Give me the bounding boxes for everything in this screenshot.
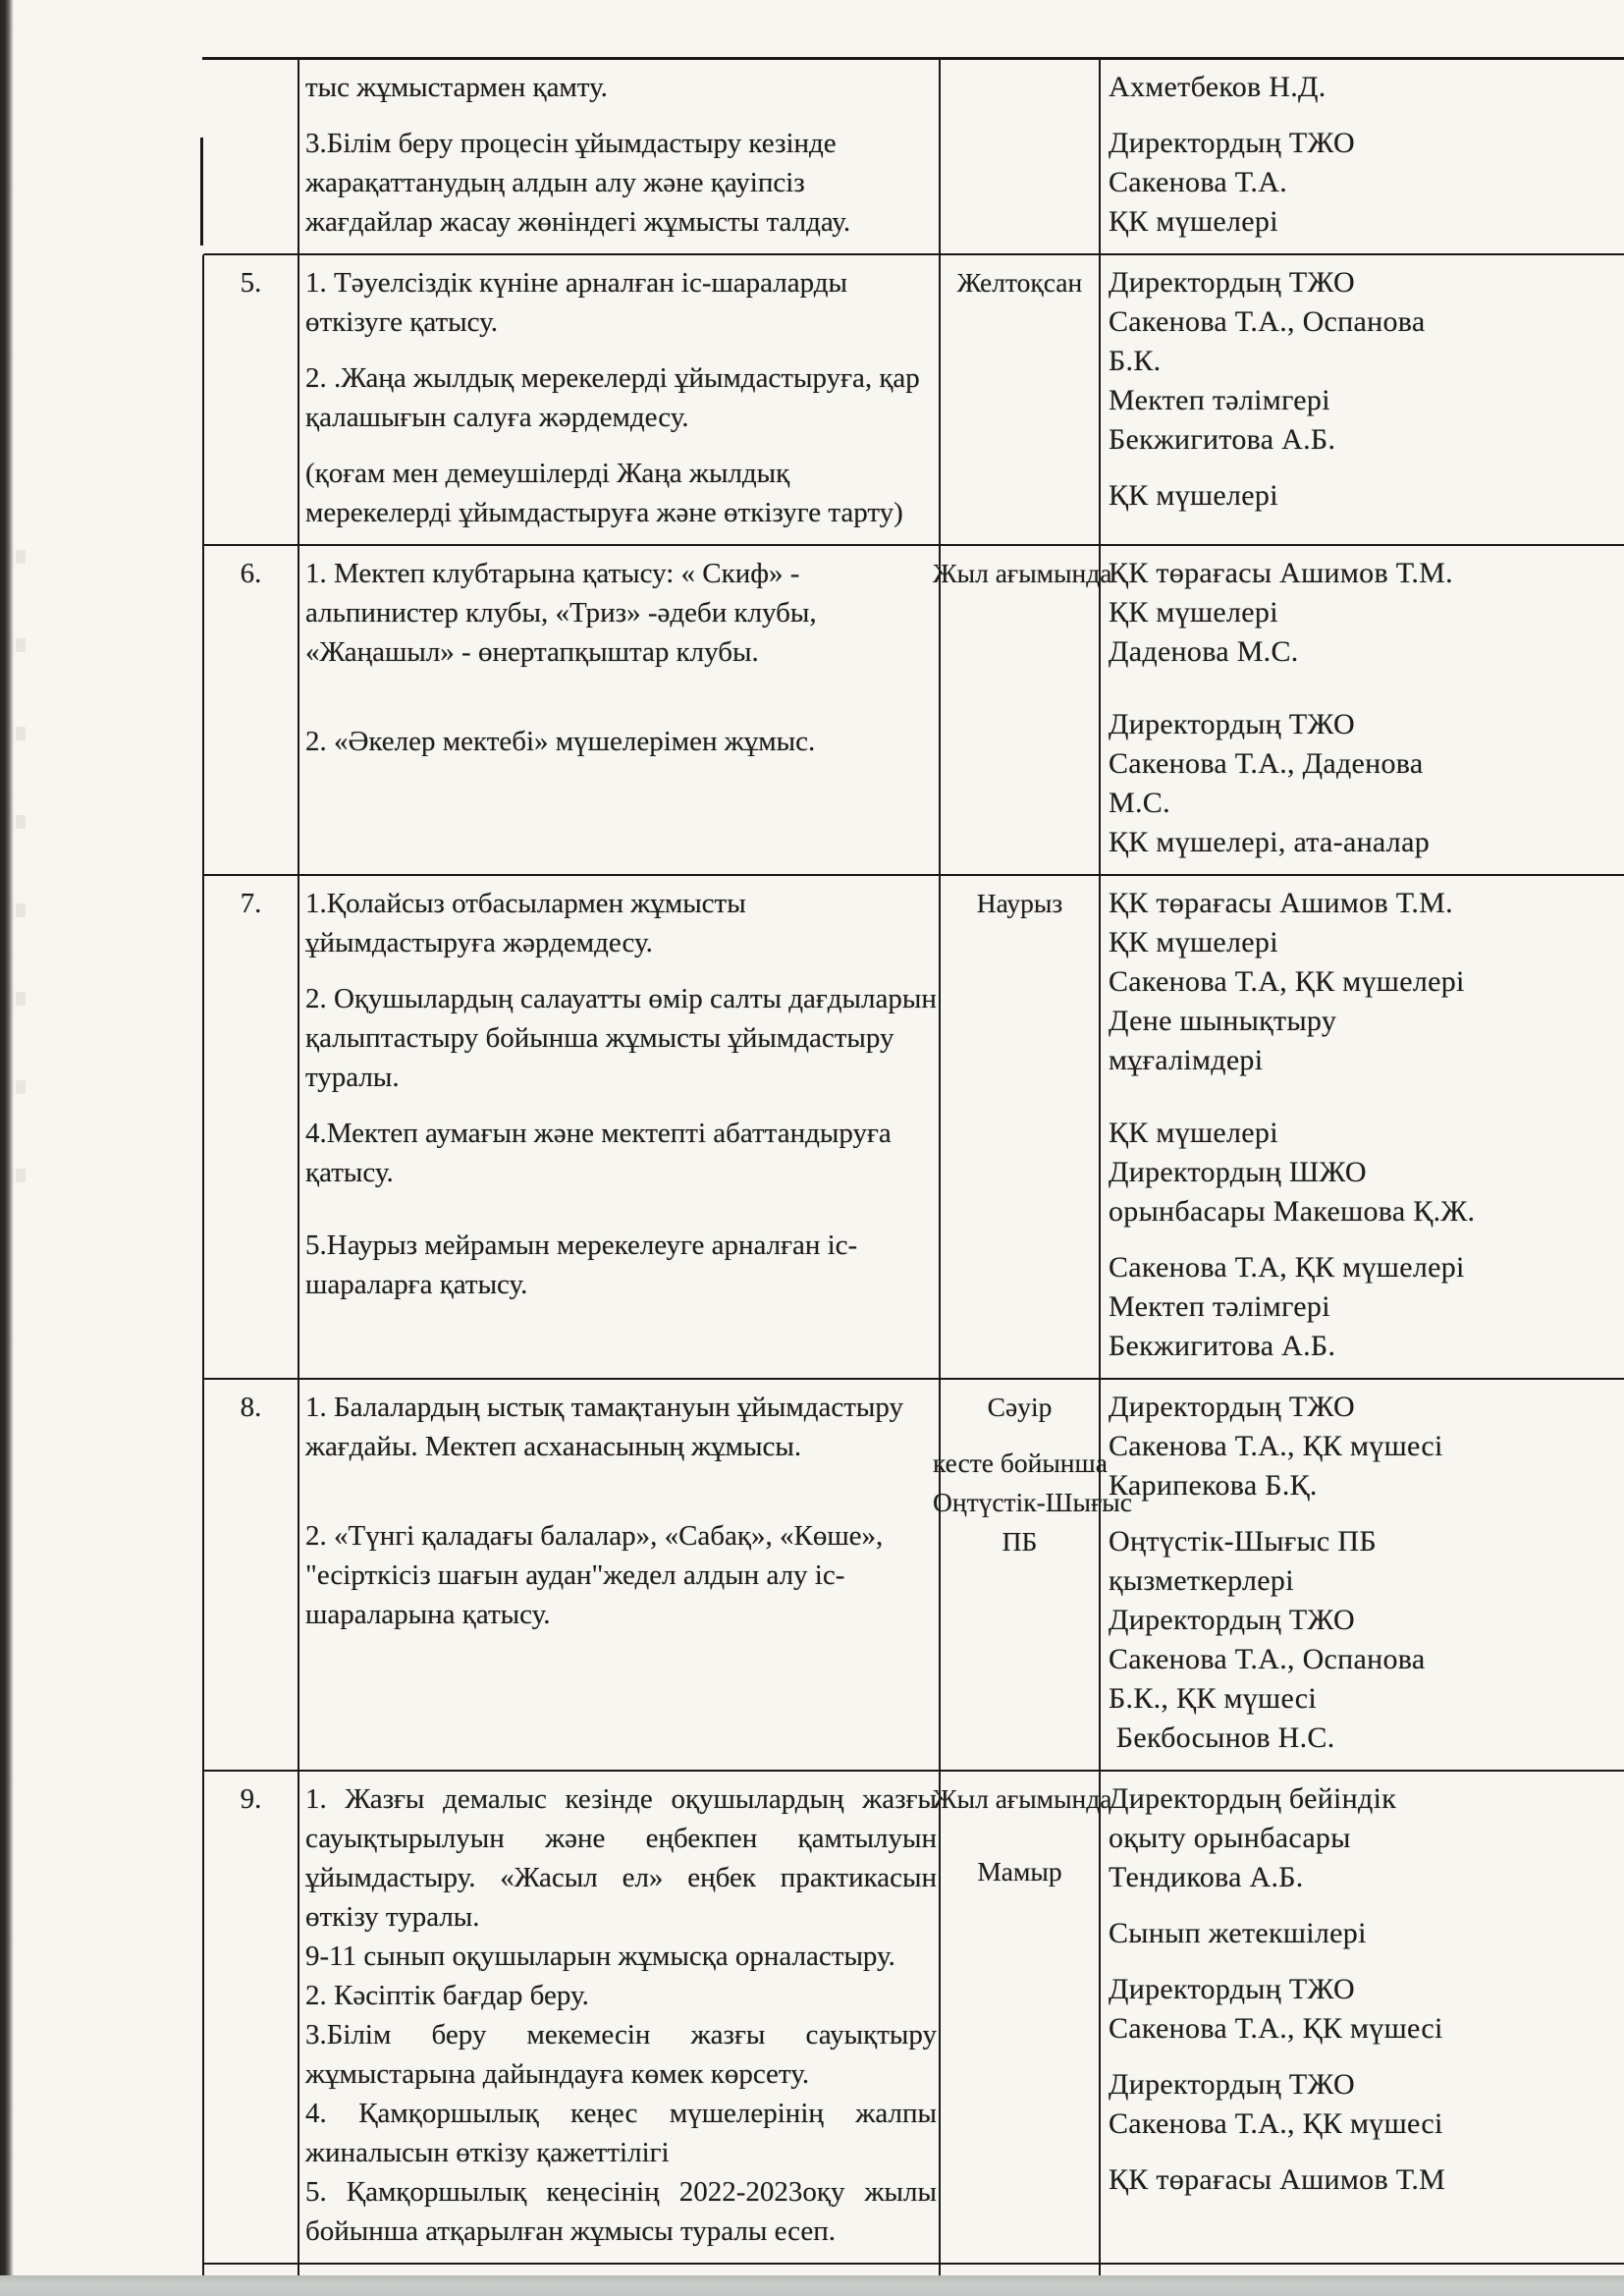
text-line: Бекбосынов Н.С. (1109, 1722, 1335, 1754)
text-line: Мектеп тәлімгері (1109, 384, 1330, 416)
blank-line (305, 437, 937, 454)
blank-line (1109, 672, 1624, 688)
blank-line (1109, 1080, 1624, 1097)
blank-line (1109, 460, 1624, 476)
text-line: Тендикова А.Б. (1109, 1861, 1304, 1893)
text-line: Карипекова Б.Қ. (1109, 1469, 1318, 1502)
text-line: Директордың бейіндік (1109, 1782, 1397, 1815)
text-line: ҚК мүшелері, ата-аналар (1109, 826, 1430, 858)
blank-line (305, 705, 937, 722)
text-line: Б.К. (1109, 345, 1162, 377)
cell-responsible (1101, 1772, 1624, 2263)
blank-line (1109, 107, 1624, 124)
scan-bottom-strip (0, 2275, 1624, 2296)
cell-timing (941, 255, 1101, 544)
blank-line (305, 1500, 937, 1516)
text-line: Сакенова Т.А, ҚК мүшелері (1109, 965, 1465, 998)
text-line: Оңтүстік-Шығыс (933, 1487, 1132, 1517)
activity-paragraph: 4.Мектеп аумағын және мектепті абаттандыруға қатысу. (305, 1118, 892, 1188)
text-line: Сәуір (987, 1392, 1053, 1422)
text-line: Мектеп тәлімгері (1109, 1290, 1330, 1323)
activity-paragraph: 1.Қолайсыз отбасылармен жұмысты ұйымдастыруға жәрдемдесу. (305, 888, 746, 958)
cell-timing (933, 1380, 1132, 1770)
activity-paragraph: 2. Кәсіптік бағдар беру. (305, 1980, 589, 2011)
row-number: 8. (240, 1392, 262, 1423)
cell-number (204, 255, 299, 544)
blank-line (305, 672, 937, 688)
text-line: Даденова М.С. (1109, 635, 1299, 668)
text-line: кесте бойынша (933, 1448, 1108, 1478)
text-line: ҚК төрағасы Ашимов Т.М. (1109, 557, 1453, 589)
text-line: Директордың ТЖО (1109, 1973, 1355, 2005)
table-row-5 (202, 255, 1624, 546)
cell-responsible (1101, 255, 1624, 544)
text-line: Бекжигитова А.Б. (1109, 423, 1336, 456)
text-line: Ахметбеков Н.Д. (1109, 71, 1326, 103)
text-line: ҚК төрағасы Ашимов Т.М (1109, 2163, 1446, 2196)
scan-smudge (16, 550, 26, 1237)
cell-timing (933, 1772, 1112, 2263)
row-number: 7. (240, 888, 262, 919)
cell-activities (299, 60, 941, 253)
text-line: Сынып жетекшілері (1109, 1917, 1367, 1949)
cell-responsible (1101, 546, 1624, 874)
activity-paragraph: 3.Білім беру процесін ұйымдастыру кезінде жарақаттанудың алдын алу және қауіпсіз жағдайлар жасау жөніндегі жұмысты талдау. (305, 128, 851, 238)
text-line: орынбасары Макешова Қ.Ж. (1109, 1195, 1476, 1228)
text-line: ҚК төрағасы Ашимов Т.М. (1109, 887, 1453, 919)
blank-line (305, 1192, 937, 1209)
cell-timing (941, 876, 1101, 1378)
blank-line (941, 1835, 1099, 1852)
text-line: Мамыр (977, 1856, 1062, 1886)
text-line: мұғалімдері (1109, 1044, 1264, 1076)
text-line: Директордың ТЖО (1109, 266, 1355, 299)
text-line: ҚК мүшелері (1109, 596, 1278, 629)
activity-paragraph: 1. Жазғы демалыс кезінде оқушылардың жазғы сауықтырылуын және еңбекпен қамтылуын ұйымдастыру. «Жасыл ел» еңбек практикасын өткізу туралы. (305, 1783, 937, 1933)
blank-line (1109, 1231, 1624, 1248)
cell-number (204, 60, 299, 253)
row-number: 5. (240, 267, 262, 299)
cell-activities (299, 1380, 941, 1770)
activity-paragraph: 2. «Түнгі қаладағы балалар», «Сабақ», «Көше», "есірткісіз шағын аудан"жедел алдын алу іс-шараларына қатысу. (305, 1520, 884, 1630)
text-line: Наурыз (976, 888, 1063, 918)
cell-responsible (1101, 876, 1624, 1378)
activity-paragraph: (қоғам мен демеушілерді Жаңа жылдық мерекелерді ұйымдастыруға және өткізуге тарту) (305, 458, 903, 528)
activity-paragraph: 5.Наурыз мейрамын мерекелеуге арналған іс-шараларға қатысу. (305, 1230, 858, 1300)
table-row-8 (202, 1380, 1624, 1772)
cell-number (204, 1772, 299, 2263)
row-number: 9. (240, 1783, 262, 1815)
text-line: Дене шынықтыру (1109, 1005, 1337, 1037)
scan-edge-shadow (0, 0, 14, 2280)
cell-activities (299, 255, 941, 544)
text-line: оқыту орынбасары (1109, 1822, 1351, 1854)
text-line: Сакенова Т.А, ҚК мүшелері (1109, 1251, 1465, 1284)
cell-number (204, 876, 299, 1378)
text-line: Жыл ағымында (933, 1783, 1112, 1814)
activity-paragraph: 1. Балалардың ыстық тамақтануын ұйымдастыру жағдайы. Мектеп асханасының жұмысы. (305, 1392, 904, 1462)
text-line: Директордың ТЖО (1109, 2068, 1355, 2101)
blank-line (1109, 688, 1624, 705)
activity-paragraph: 1. Тәуелсіздік күніне арналған іс-шараларды өткізуге қатысу. (305, 267, 848, 338)
blank-line (305, 1097, 937, 1114)
text-line: ҚК мүшелері (1109, 205, 1278, 238)
blank-line (1109, 1897, 1624, 1914)
text-line: Оңтүстік-Шығыс ПБ (1109, 1525, 1377, 1558)
text-line: Сакенова Т.А., Оспанова (1109, 1643, 1426, 1675)
table-row-6 (202, 546, 1624, 876)
activity-paragraph: 9-11 сынып оқушыларын жұмысқа орналастыру. (305, 1941, 895, 1972)
text-line: ҚК мүшелері (1109, 479, 1278, 512)
text-line: М.С. (1109, 787, 1170, 819)
cell-responsible (1101, 1380, 1624, 1770)
blank-line (305, 342, 937, 358)
text-line: қызметкерлері (1109, 1564, 1294, 1597)
row-number: 6. (240, 558, 262, 589)
text-line: Директордың ТЖО (1109, 127, 1355, 159)
cell-timing (933, 546, 1112, 874)
blank-line (305, 1466, 937, 1483)
blank-line (1109, 1505, 1624, 1522)
text-line: ҚК мүшелері (1109, 1117, 1278, 1149)
cell-number (204, 1380, 299, 1770)
text-line: Сакенова Т.А., ҚК мүшесі (1109, 1430, 1443, 1462)
text-line: Бекжигитова А.Б. (1109, 1330, 1336, 1362)
activity-paragraph: 2. Оқушылардың салауатты өмір салты дағдыларын қалыптастыру бойынша жұмысты ұйымдастыру туралы. (305, 983, 937, 1093)
text-line: ПБ (1001, 1526, 1038, 1557)
cell-number (204, 546, 299, 874)
blank-line (305, 962, 937, 979)
blank-line (1109, 1953, 1624, 1970)
text-line: Сакенова Т.А. (1109, 166, 1287, 198)
table-row-9 (202, 1772, 1624, 2265)
blank-line (305, 1209, 937, 1226)
activity-paragraph: тыс жұмыстармен қамту. (305, 72, 608, 103)
blank-line (1109, 1097, 1624, 1114)
table-row-7 (202, 876, 1624, 1380)
text-line: Сакенова Т.А., ҚК мүшесі (1109, 2012, 1443, 2045)
text-line: Директордың ТЖО (1109, 1604, 1355, 1636)
activity-paragraph: 2. «Әкелер мектебі» мүшелерімен жұмыс. (305, 726, 816, 757)
cell-activities (299, 546, 941, 874)
table-row-continued (202, 60, 1624, 255)
blank-line (305, 107, 937, 124)
blank-line (941, 1819, 1099, 1835)
blank-line (941, 1427, 1099, 1444)
text-line: Сакенова Т.А., ҚК мүшесі (1109, 2107, 1443, 2140)
blank-line (305, 1483, 937, 1500)
activity-paragraph: 1. Мектеп клубтарына қатысу: « Скиф» - альпинистер клубы, «Триз» -әдеби клубы, «Жаңашыл» - өнертапқыштар клубы. (305, 558, 817, 668)
text-line: ҚК мүшелері (1109, 926, 1278, 958)
activity-paragraph: 2. .Жаңа жылдық мерекелерді ұйымдастыруға, қар қалашығын салуға жәрдемдесу. (305, 362, 920, 433)
text-line: Директордың ШЖО (1109, 1156, 1367, 1188)
text-line: Сакенова Т.А., Даденова (1109, 747, 1424, 780)
doc-table (202, 57, 1624, 2296)
blank-line (305, 688, 937, 705)
text-line: Директордың ТЖО (1109, 708, 1355, 740)
text-line: Б.К., ҚК мүшесі (1109, 1682, 1318, 1715)
activity-paragraph: 3.Білім беру мекемесін жазғы сауықтыру жұмыстарына дайындауға көмек көрсету. (305, 2019, 937, 2090)
text-line: Желтоқсан (956, 267, 1083, 298)
text-line: Жыл ағымында (933, 558, 1112, 588)
cell-timing (941, 60, 1101, 253)
blank-line (1109, 2144, 1624, 2160)
activity-paragraph: 4. Қамқоршылық кеңес мүшелерінің жалпы жиналысын өткізу қажеттілігі (305, 2098, 937, 2168)
text-line: Директордың ТЖО (1109, 1391, 1355, 1423)
activity-paragraph: 5. Қамқоршылық кеңесінің 2022-2023оқу жылы бойынша атқарылған жұмысы туралы есеп. (305, 2176, 937, 2247)
text-line: Сакенова Т.А., Оспанова (1109, 305, 1426, 338)
blank-line (1109, 2049, 1624, 2065)
cell-responsible (1101, 60, 1624, 253)
cell-activities (299, 876, 941, 1378)
cell-activities (299, 1772, 941, 2263)
